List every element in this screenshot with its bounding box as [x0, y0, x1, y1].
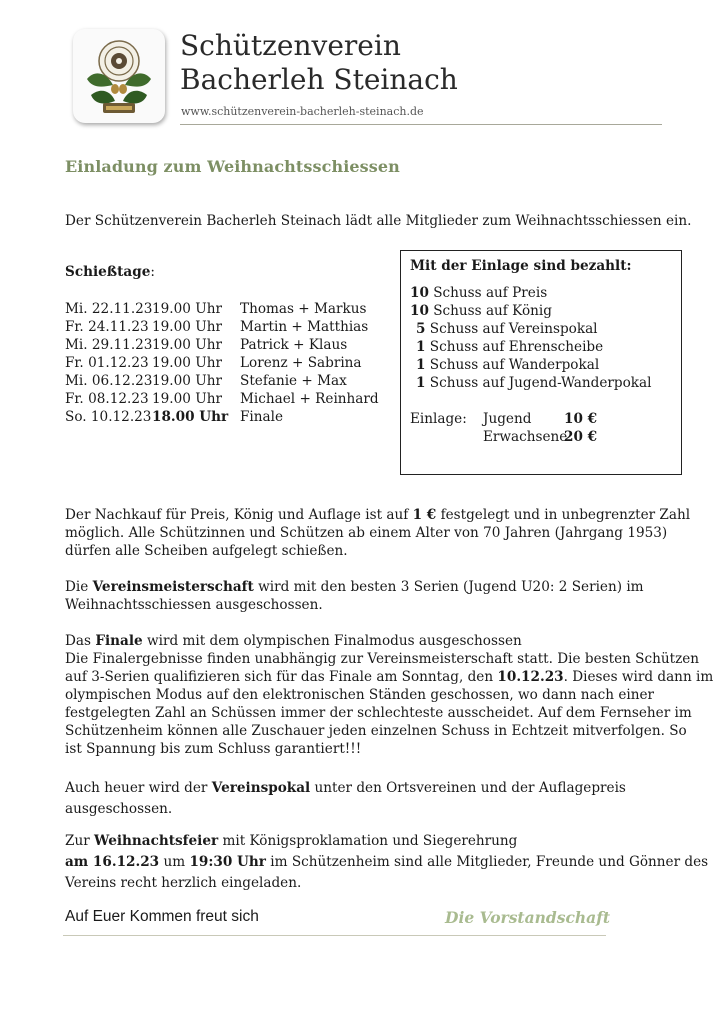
- paragraph-club-championship: [65, 578, 665, 614]
- paragraph-line: [65, 778, 665, 799]
- fee-item: [416, 357, 599, 373]
- text-run-bold: Weihnachtsfeier: [94, 833, 219, 849]
- fee-adult-amount: [564, 429, 597, 445]
- fee-youth-value: 10 €: [564, 411, 598, 427]
- fee-item-count: 1: [416, 339, 426, 355]
- club-website-link[interactable]: www.schützenverein-bacherleh-steinach.de: [181, 105, 424, 118]
- schedule-names: Thomas + Markus: [240, 301, 367, 317]
- footer-divider: [63, 935, 606, 936]
- schedule-names: Michael + Reinhard: [240, 391, 379, 407]
- text-run: . Dieses wird dann im: [563, 669, 714, 685]
- paragraph-line: [65, 852, 709, 873]
- paragraph-club-trophy: [65, 778, 665, 820]
- paragraph-line: Die Finalergebnisse finden unabhängig zur Vereinsmeisterschaft statt. Die besten Schützen: [65, 651, 700, 667]
- schedule-label-colon: :: [150, 264, 155, 280]
- text-run: festgelegt und in unbegrenzter Zahl: [436, 507, 691, 523]
- schedule-names: Stefanie + Max: [240, 373, 347, 389]
- paragraph-line: [65, 578, 665, 596]
- intro-text: Der Schützenverein Bacherleh Steinach lädt alle Mitglieder zum Weihnachtsschiessen ein.: [65, 213, 692, 229]
- paragraph-line: dürfen alle Scheiben aufgelegt schießen.: [65, 543, 348, 559]
- text-run-bold: Vereinsmeisterschaft: [92, 579, 254, 595]
- text-run: Das: [65, 633, 96, 649]
- schedule-day: Fr. 01.12.23: [65, 355, 149, 371]
- page-title: Einladung zum Weihnachtsschiessen: [65, 157, 400, 176]
- fee-item-text: Schuss auf Preis: [428, 285, 548, 301]
- schedule-day: Mi. 22.11.23: [65, 301, 153, 317]
- fee-youth-amount: [564, 411, 597, 427]
- schedule-names: Lorenz + Sabrina: [240, 355, 362, 371]
- fee-item-text: Schuss auf Vereinspokal: [425, 321, 598, 337]
- text-run: im Schützenheim sind alle Mitglieder, Freunde und Gönner des: [265, 854, 709, 870]
- text-run-bold: 19:30 Uhr: [189, 854, 266, 870]
- text-run: Zur: [65, 833, 95, 849]
- signature-board: Die Vorstandschaft: [445, 908, 611, 927]
- text-run: wird mit den besten 3 Serien (Jugend U20: 2 Serien) im: [253, 579, 644, 595]
- schedule-time: 19.00 Uhr: [152, 373, 222, 389]
- fee-item-count: 5: [416, 321, 426, 337]
- schedule-time: 18.00 Uhr: [152, 409, 229, 425]
- text-run: um: [159, 854, 190, 870]
- club-name-line2: Bacherleh Steinach: [180, 63, 458, 96]
- text-run-bold: am 16.12.23: [65, 854, 160, 870]
- paragraph-line: ist Spannung bis zum Schluss garantiert!!!: [65, 741, 362, 757]
- schedule-names: Martin + Matthias: [240, 319, 369, 335]
- fee-item-text: Schuss auf Wanderpokal: [425, 357, 600, 373]
- paragraph-line: festgelegten Zahl an Schüssen immer der schlechteste ausscheidet. Auf dem Fernseher im: [65, 705, 692, 721]
- text-run: Die: [65, 579, 93, 595]
- fee-item-count: 10: [410, 285, 429, 301]
- fee-item-count: 1: [416, 357, 426, 373]
- text-run: auf 3-Serien qualifizieren sich für das Finale am Sonntag, den: [65, 669, 498, 685]
- text-run: Der Nachkauf für Preis, König und Auflage ist auf: [65, 507, 413, 523]
- fee-item: [416, 339, 603, 355]
- fee-label: Einlage:: [410, 411, 467, 427]
- schedule-day: Fr. 08.12.23: [65, 391, 149, 407]
- fee-item: [416, 375, 651, 391]
- fee-item: [410, 285, 547, 301]
- schedule-day: So. 10.12.23: [65, 409, 152, 425]
- schedule-names: Patrick + Klaus: [240, 337, 348, 353]
- header-divider: [180, 124, 662, 125]
- paragraph-line: ausgeschossen.: [65, 801, 173, 817]
- paragraph-line: Vereins recht herzlich eingeladen.: [65, 875, 302, 891]
- fee-item: [416, 321, 598, 337]
- schedule-time: 19.00 Uhr: [152, 355, 222, 371]
- paragraph-final: [65, 632, 714, 758]
- paragraph-line: [65, 831, 665, 852]
- fee-item-text: Schuss auf Ehrenscheibe: [425, 339, 604, 355]
- club-name: [180, 29, 458, 97]
- paragraph-line: [65, 506, 691, 524]
- schedule-day: Mi. 29.11.23: [65, 337, 153, 353]
- fee-item-count: 1: [416, 375, 426, 391]
- schedule-day: Mi. 06.12.23: [65, 373, 153, 389]
- text-run: unter den Ortsvereinen und der Auflagepreis: [310, 780, 626, 796]
- text-run-bold: Finale: [95, 633, 143, 649]
- fee-adult-label: Erwachsene: [483, 429, 568, 445]
- schedule-time: 19.00 Uhr: [152, 391, 222, 407]
- schedule-time: 19.00 Uhr: [152, 301, 222, 317]
- text-run: Auch heuer wird der: [65, 780, 212, 796]
- club-logo-icon: [73, 29, 165, 123]
- fee-box: [400, 250, 682, 475]
- fee-item-text: Schuss auf König: [428, 303, 552, 319]
- paragraph-line: möglich. Alle Schützinnen und Schützen ab einem Alter von 70 Jahren (Jahrgang 1953): [65, 525, 668, 541]
- fee-item-count: 10: [410, 303, 429, 319]
- schedule-label: Schießtage: [65, 264, 151, 280]
- paragraph-rebuy: [65, 506, 691, 560]
- fee-adult-value: 20 €: [564, 429, 598, 445]
- fee-youth-label: Jugend: [483, 411, 532, 427]
- paragraph-christmas-party: [65, 831, 709, 894]
- fee-box-heading: Mit der Einlage sind bezahlt:: [410, 258, 632, 274]
- schedule-day: Fr. 24.11.23: [65, 319, 149, 335]
- schedule-names: Finale: [240, 409, 284, 425]
- paragraph-line: [65, 632, 665, 650]
- text-run-bold: 1 €: [412, 507, 437, 523]
- fee-item: [410, 303, 552, 319]
- paragraph-line: olympischen Modus auf den elektronischen Ständen geschossen, wo dann nach einer: [65, 687, 655, 703]
- club-name-line1: Schützenverein: [180, 29, 401, 62]
- schedule-time: 19.00 Uhr: [152, 337, 222, 353]
- text-run-bold: 10.12.23: [497, 669, 564, 685]
- schedule-heading: [65, 263, 155, 281]
- text-run-bold: Vereinspokal: [211, 780, 311, 796]
- text-run: wird mit dem olympischen Finalmodus ausgeschossen: [142, 633, 522, 649]
- schedule-time: 19.00 Uhr: [152, 319, 222, 335]
- closing-text: Auf Euer Kommen freut sich: [65, 908, 259, 925]
- paragraph-line: [65, 668, 714, 686]
- text-run: mit Königsproklamation und Siegerehrung: [218, 833, 518, 849]
- paragraph-line: Weihnachtsschiessen ausgeschossen.: [65, 597, 323, 613]
- paragraph-line: Schützenheim können alle Zuschauer jeden einzelnen Schuss in Echtzeit mitverfolgen. So: [65, 723, 687, 739]
- fee-item-text: Schuss auf Jugend-Wanderpokal: [425, 375, 652, 391]
